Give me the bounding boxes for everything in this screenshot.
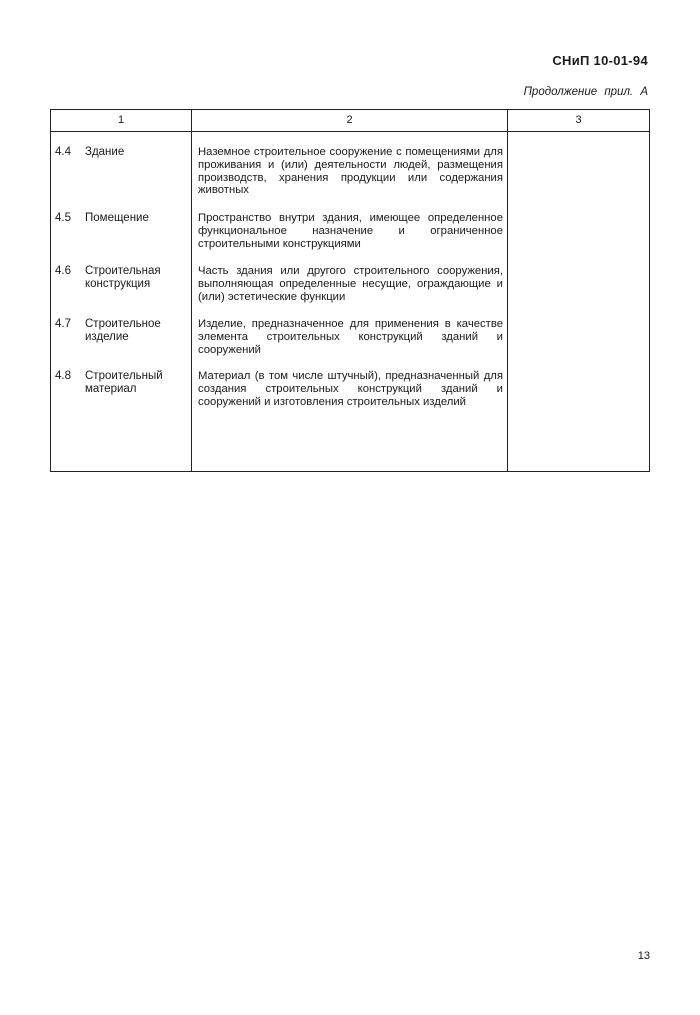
term-number: 4.7 bbox=[55, 318, 71, 330]
column-header-1: 1 bbox=[117, 114, 125, 126]
column-header-2: 2 bbox=[346, 114, 353, 126]
term-definition: Пространство внутри здания, имеющее определенное функциональное назначение и ограниченное строительными конструкциями bbox=[198, 212, 503, 250]
term-name: Строительное изделие bbox=[85, 318, 161, 343]
term-definition: Часть здания или другого строительного сооружения, выполняющая определенные несущие, ограждающие и (или) эстетические функции bbox=[198, 265, 503, 303]
term-number: 4.8 bbox=[55, 370, 71, 382]
term-name: Здание bbox=[85, 146, 125, 158]
page-number: 13 bbox=[637, 950, 650, 962]
term-name: Помещение bbox=[85, 212, 149, 224]
term-name: Строительный материал bbox=[85, 370, 163, 395]
term-definition: Материал (в том числе штучный), предназначенный для создания строительных конструкций зданий и сооружений и изготовления строительных изделий bbox=[198, 370, 503, 408]
column-header-3: 3 bbox=[575, 114, 582, 126]
term-number: 4.6 bbox=[55, 265, 71, 277]
column-divider bbox=[191, 110, 192, 471]
term-definition: Изделие, предназначенное для применения в качестве элемента строительных конструкций зданий и сооружений bbox=[198, 318, 503, 356]
header-divider bbox=[51, 131, 649, 132]
column-divider bbox=[507, 110, 508, 471]
term-number: 4.4 bbox=[55, 146, 71, 158]
document-code: СНиП 10-01-94 bbox=[552, 53, 648, 68]
continuation-label: Продолжение прил. А bbox=[523, 86, 648, 98]
term-number: 4.5 bbox=[55, 212, 71, 224]
term-definition: Наземное строительное сооружение с помещениями для проживания и (или) деятельности людей, размещения производств, хранения продукции или содержания животных bbox=[198, 146, 503, 197]
terms-table bbox=[50, 109, 650, 472]
term-name: Строительная конструкция bbox=[85, 265, 161, 290]
